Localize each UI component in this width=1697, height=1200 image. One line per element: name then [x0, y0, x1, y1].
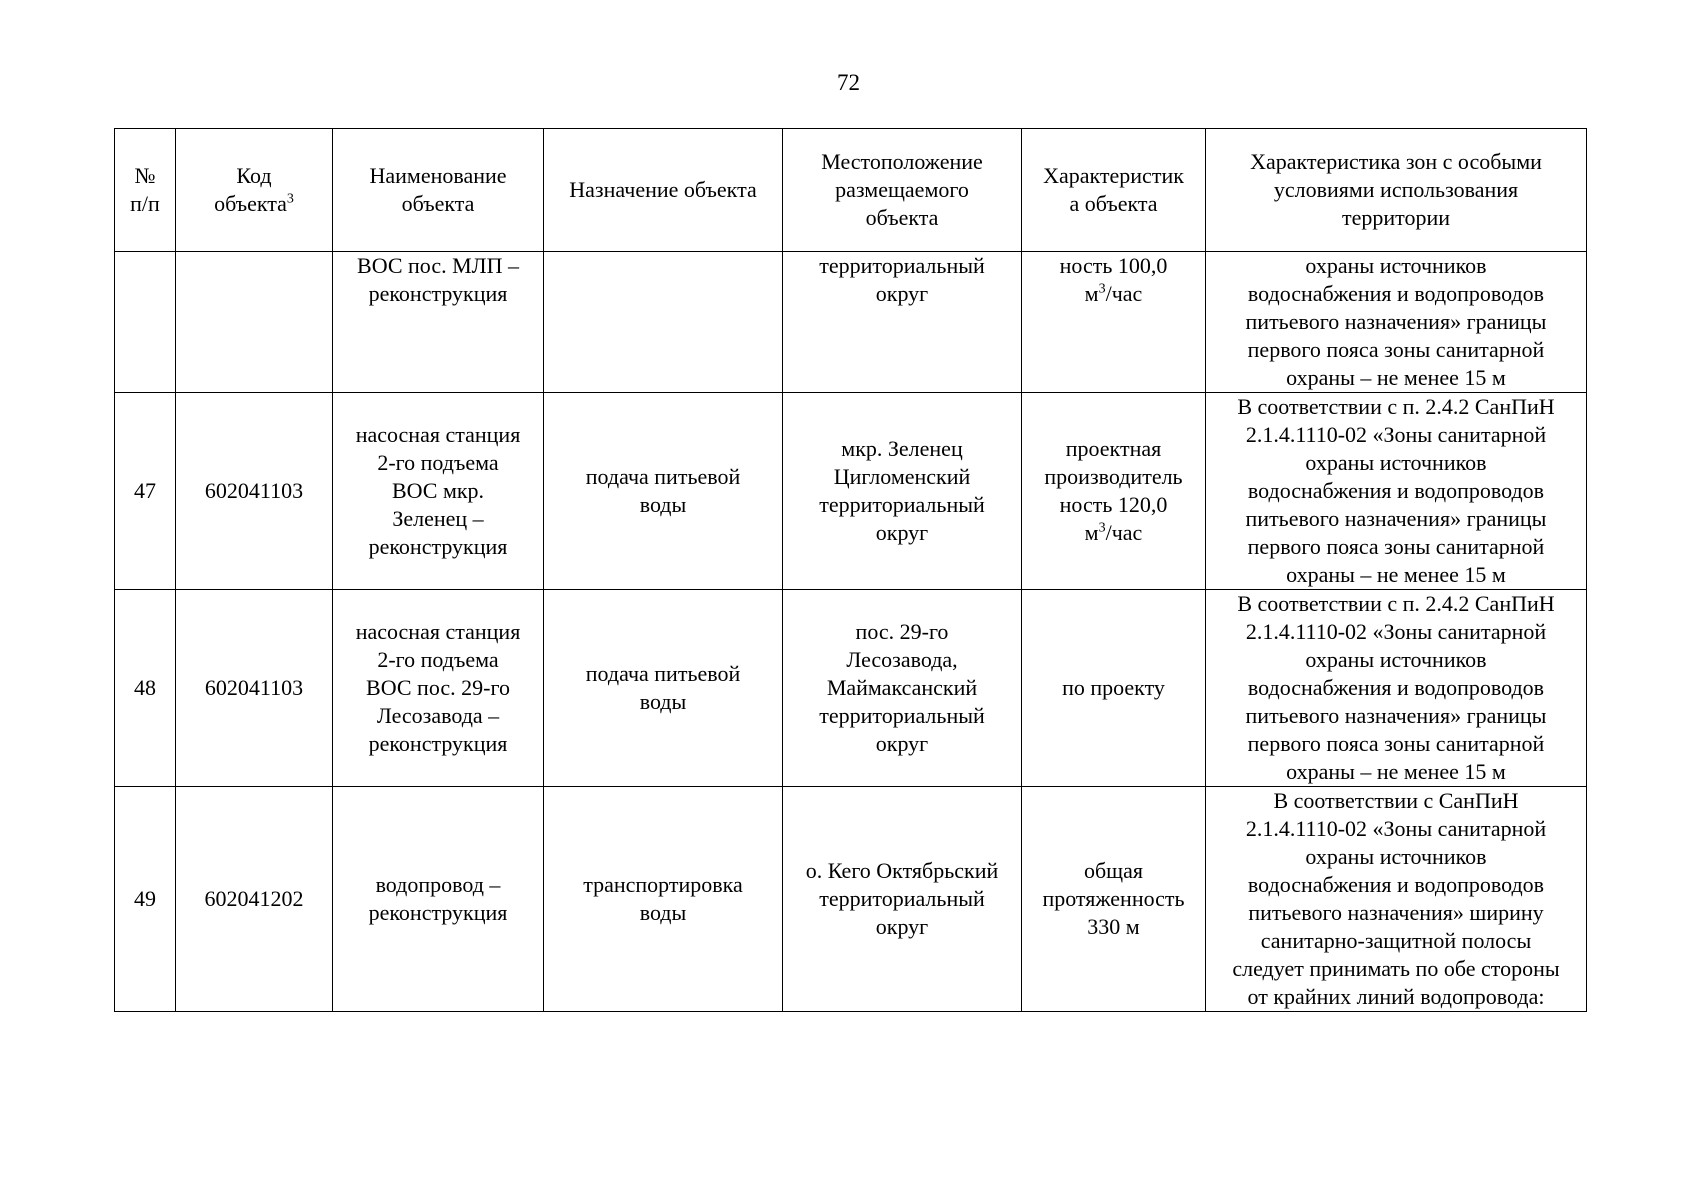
text-line: округ: [875, 520, 929, 545]
text-line: насосная станция: [355, 422, 521, 447]
cell-characteristics: [1022, 787, 1206, 1012]
text-line: охраны источников: [1305, 450, 1487, 475]
text-line: водоснабжения и водопроводов: [1247, 281, 1545, 306]
cell-zones: [1206, 252, 1587, 393]
cell-location: [783, 590, 1022, 787]
objects-table: [114, 128, 1587, 1012]
header-purpose: [544, 129, 783, 252]
header-location: [783, 129, 1022, 252]
cell-num: 48: [115, 590, 176, 787]
text-line: Назначение объекта: [569, 177, 757, 202]
text-line: воды: [639, 492, 687, 517]
cell-characteristics: ность 100,0 $м^3$/час: [1022, 252, 1206, 393]
text-line: В соответствии с п. 2.4.2 СанПиН: [1237, 591, 1555, 616]
text-line: реконструкция: [368, 731, 508, 756]
text-line: первого пояса зоны санитарной: [1247, 534, 1545, 559]
cell-characteristics: проектная производитель ность 120,0 $м^3$/час: [1022, 393, 1206, 590]
text-line: округ: [875, 914, 929, 939]
text-line: территориальный: [819, 492, 985, 517]
table-row: [115, 252, 1587, 393]
table-row: [115, 393, 1587, 590]
text-line: ВОС пос. 29-го: [366, 675, 510, 700]
text-line: насосная станция: [355, 619, 521, 644]
cell-zones: [1206, 590, 1587, 787]
text-line: питьевого назначения» границы: [1245, 309, 1547, 334]
text-line: воды: [639, 689, 687, 714]
header-code: Код объекта$^3$: [176, 129, 333, 252]
cell-purpose: [544, 393, 783, 590]
text-line: округ: [875, 281, 929, 306]
cell-name: [333, 787, 544, 1012]
cell-purpose: [544, 590, 783, 787]
text-line: 2.1.4.1110-02 «Зоны санитарной: [1245, 422, 1547, 447]
text-line: охраны – не менее 15 м: [1286, 365, 1506, 390]
text-line: Зеленец –: [392, 506, 484, 531]
text-line: Наименование: [369, 163, 507, 188]
cell-code: 602041202: [176, 787, 333, 1012]
text-line: следует принимать по обе стороны: [1232, 956, 1560, 981]
cell-location: [783, 252, 1022, 393]
text-line: 2-го подъема: [377, 647, 499, 672]
cell-characteristics: [1022, 590, 1206, 787]
text-line: Цигломенский: [833, 464, 971, 489]
cell-num: [115, 252, 176, 393]
text-line: транспортировка: [583, 872, 743, 897]
text-line: от крайних линий водопровода:: [1247, 984, 1545, 1009]
text-line: охраны источников: [1305, 253, 1487, 278]
text-line: первого пояса зоны санитарной: [1247, 731, 1545, 756]
table-row: [115, 787, 1587, 1012]
table-header-row: [115, 129, 1587, 252]
cell-name: [333, 590, 544, 787]
text-line: питьевого назначения» ширину: [1248, 900, 1544, 925]
text-line: Лесозавода –: [376, 703, 500, 728]
text-line: объекта: [401, 191, 475, 216]
cell-code: 602041103: [176, 393, 333, 590]
table-row: [115, 590, 1587, 787]
text-line: 2-го подъема: [377, 450, 499, 475]
text-line: территории: [1341, 205, 1451, 230]
text-line: охраны – не менее 15 м: [1286, 759, 1506, 784]
cell-name: [333, 393, 544, 590]
cell-code: [176, 252, 333, 393]
text-line: ВОС пос. МЛП –: [357, 253, 519, 278]
text-line: территориальный: [819, 703, 985, 728]
text-line: водоснабжения и водопроводов: [1247, 872, 1545, 897]
text-line: мкр. Зеленец: [841, 436, 963, 461]
header-characteristics: [1022, 129, 1206, 252]
text-line: территориальный: [819, 886, 985, 911]
text-line: размещаемого: [835, 177, 969, 202]
text-line: Местоположение: [821, 149, 983, 174]
text-line: округ: [875, 731, 929, 756]
text-line: первого пояса зоны санитарной: [1247, 337, 1545, 362]
cell-purpose: [544, 252, 783, 393]
text-line: охраны источников: [1305, 844, 1487, 869]
text-line: охраны – не менее 15 м: [1286, 562, 1506, 587]
text-line: №: [134, 163, 156, 188]
text-line: п/п: [130, 191, 160, 216]
text-line: протяженность: [1042, 886, 1185, 911]
text-line: воды: [639, 900, 687, 925]
page-number: 72: [837, 70, 860, 95]
text-line: пос. 29-го: [855, 619, 949, 644]
cell-name: [333, 252, 544, 393]
cell-code: 602041103: [176, 590, 333, 787]
text-line: Маймаксанский: [826, 675, 978, 700]
text-line: подача питьевой: [585, 464, 741, 489]
header-zones: [1206, 129, 1587, 252]
text-line: 2.1.4.1110-02 «Зоны санитарной: [1245, 816, 1547, 841]
cell-purpose: [544, 787, 783, 1012]
header-num: [115, 129, 176, 252]
text-line: В соответствии с п. 2.4.2 СанПиН: [1237, 394, 1555, 419]
cell-location: [783, 787, 1022, 1012]
text-line: объекта: [865, 205, 939, 230]
text-line: охраны источников: [1305, 647, 1487, 672]
text-line: общая: [1083, 858, 1144, 883]
text-line: водоснабжения и водопроводов: [1247, 478, 1545, 503]
text-line: о. Кего Октябрьский: [805, 858, 999, 883]
text-line: В соответствии с СанПиН: [1273, 788, 1519, 813]
text-line: территориальный: [819, 253, 985, 278]
text-line: водоснабжения и водопроводов: [1247, 675, 1545, 700]
cell-zones: [1206, 393, 1587, 590]
cell-num: 49: [115, 787, 176, 1012]
header-name: [333, 129, 544, 252]
cell-num: 47: [115, 393, 176, 590]
text-line: а объекта: [1069, 191, 1158, 216]
cell-location: [783, 393, 1022, 590]
text-line: условиями использования: [1273, 177, 1519, 202]
text-line: Характеристик: [1043, 163, 1184, 188]
text-line: санитарно-защитной полосы: [1260, 928, 1532, 953]
text-line: водопровод –: [375, 872, 501, 897]
text-line: Лесозавода,: [846, 647, 958, 672]
text-line: реконструкция: [368, 900, 508, 925]
cell-zones: [1206, 787, 1587, 1012]
text-line: питьевого назначения» границы: [1245, 703, 1547, 728]
text-line: реконструкция: [368, 534, 508, 559]
text-line: 2.1.4.1110-02 «Зоны санитарной: [1245, 619, 1547, 644]
text-line: подача питьевой: [585, 661, 741, 686]
text-line: Характеристика зон с особыми: [1250, 149, 1542, 174]
text-line: по проекту: [1062, 675, 1165, 700]
text-line: реконструкция: [368, 281, 508, 306]
text-line: ВОС мкр.: [391, 478, 485, 503]
text-line: питьевого назначения» границы: [1245, 506, 1547, 531]
text-line: 330 м: [1087, 914, 1140, 939]
